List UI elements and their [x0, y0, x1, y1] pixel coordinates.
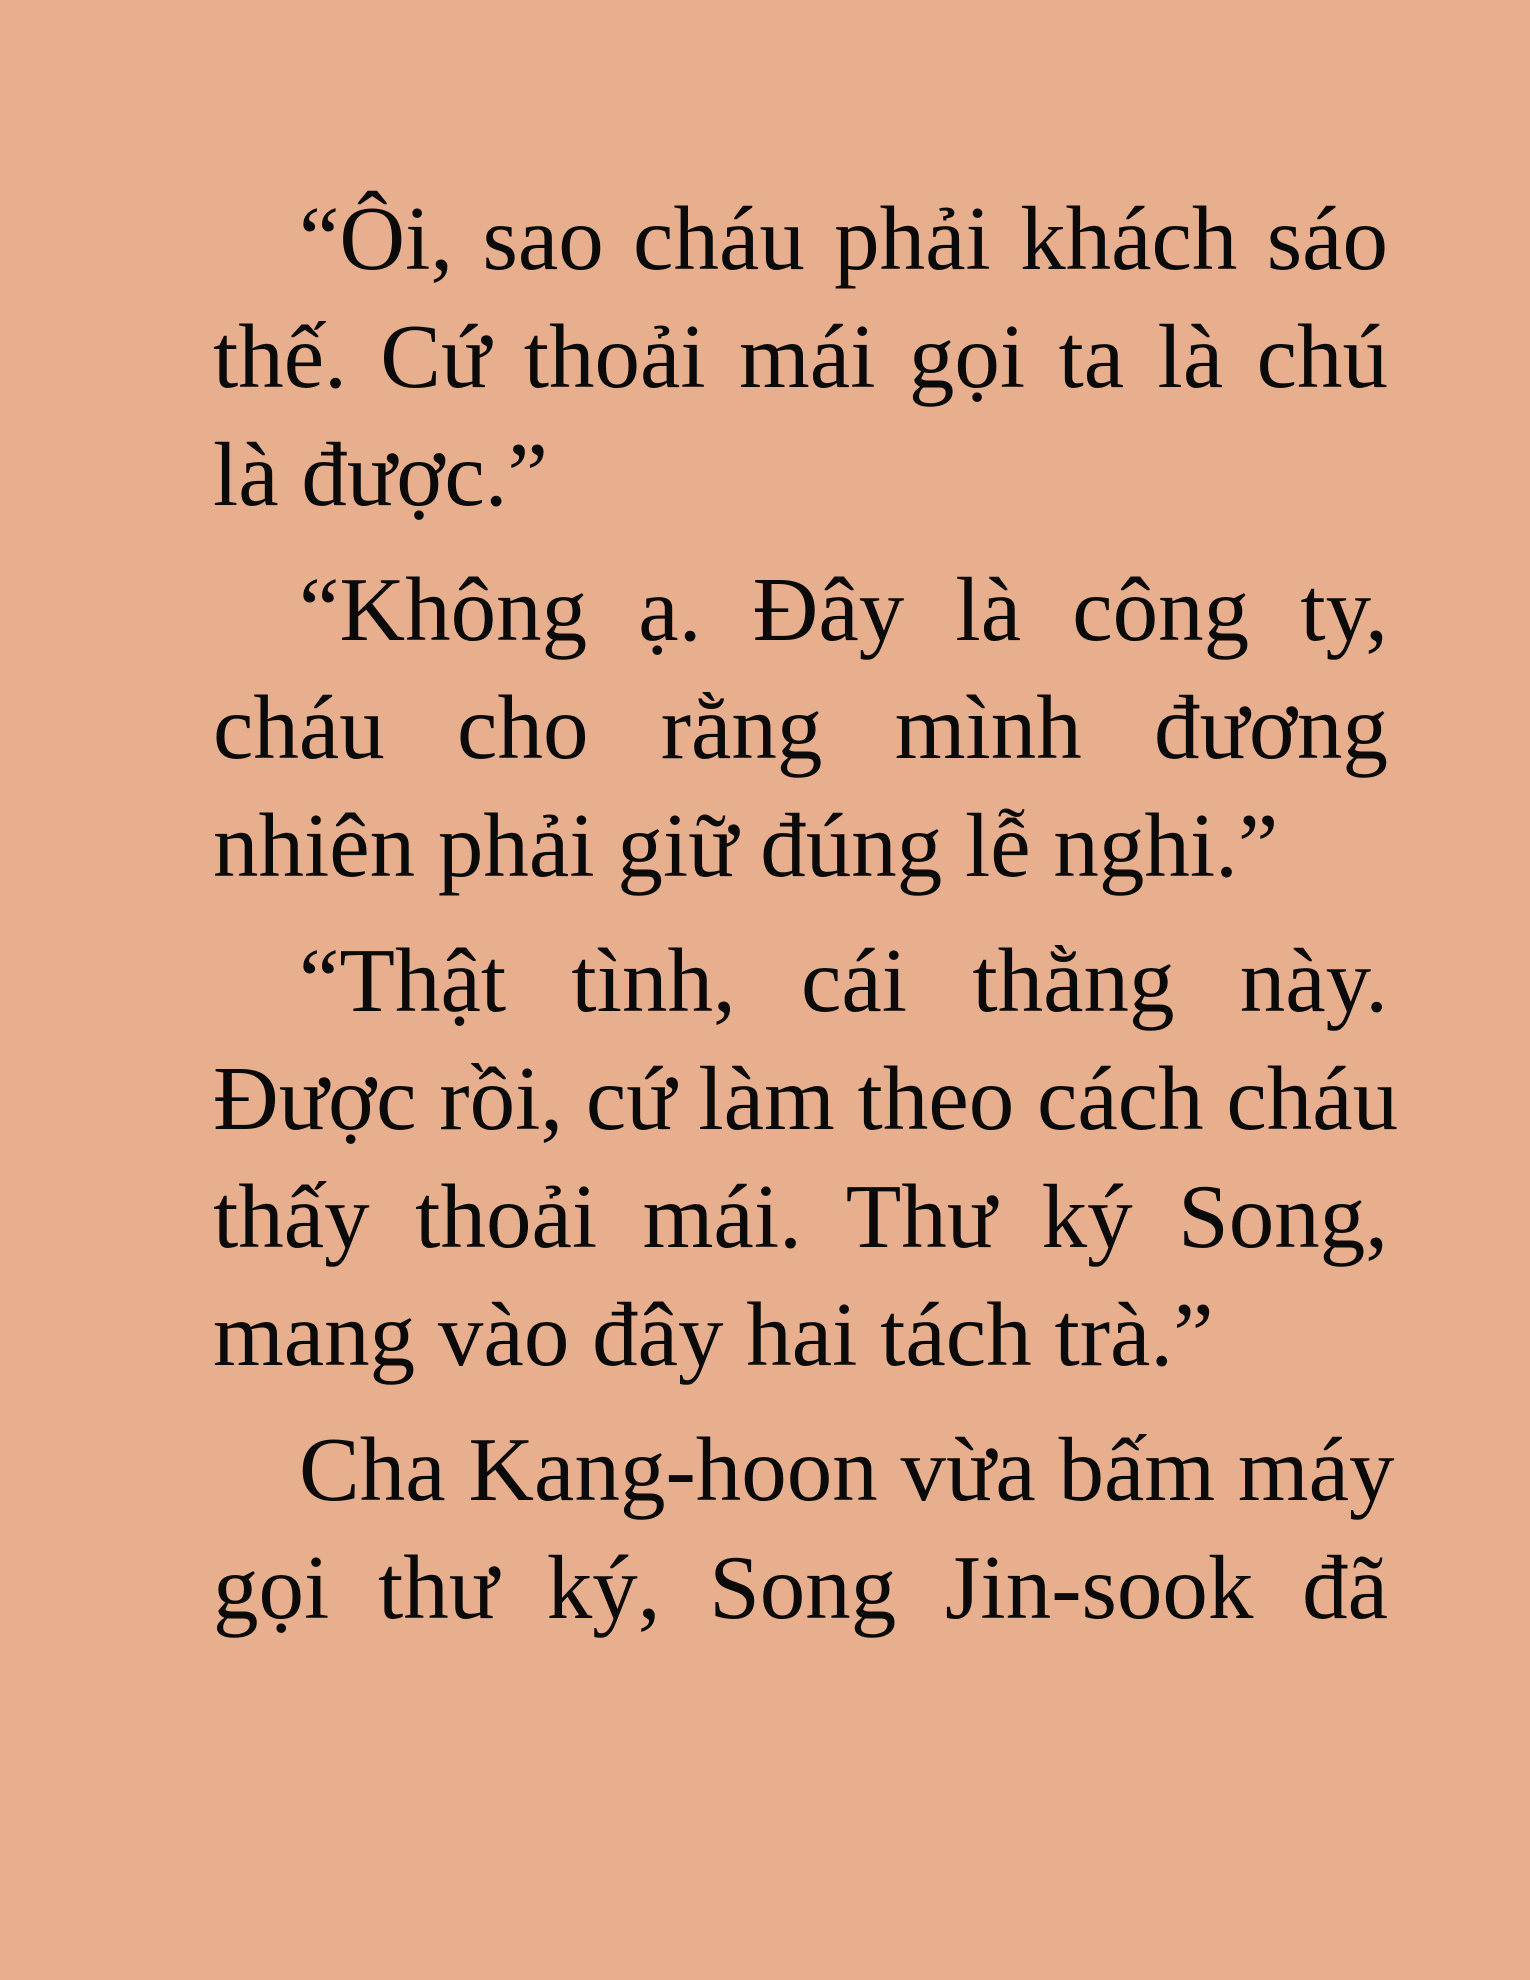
text-line: Cha Kang-hoon vừa bấm máy [299, 1419, 1395, 1520]
text-line: là được.” [213, 424, 548, 525]
text-line: “Thật tình, cái thằng này. [299, 930, 1388, 1031]
text-line: thế. Cứ thoải mái gọi ta là chú [213, 306, 1388, 407]
text-line: cháu cho rằng mình đương [213, 677, 1388, 778]
text-line: thấy thoải mái. Thư ký Song, [213, 1166, 1388, 1267]
text-line: mang vào đây hai tách trà.” [213, 1284, 1214, 1385]
text-line: gọi thư ký, Song Jin-sook đã [213, 1537, 1388, 1638]
page-text [213, 180, 1399, 1647]
paragraph [213, 180, 1388, 534]
text-line: nhiên phải giữ đúng lễ nghi.” [213, 795, 1279, 896]
paragraph [213, 551, 1388, 905]
text-line: “Không ạ. Đây là công ty, [299, 559, 1388, 660]
text-line: Được rồi, cứ làm theo cách cháu [213, 1048, 1399, 1149]
paragraph [213, 1411, 1395, 1647]
paragraph [213, 922, 1399, 1394]
text-line: “Ôi, sao cháu phải khách sáo [299, 188, 1388, 289]
